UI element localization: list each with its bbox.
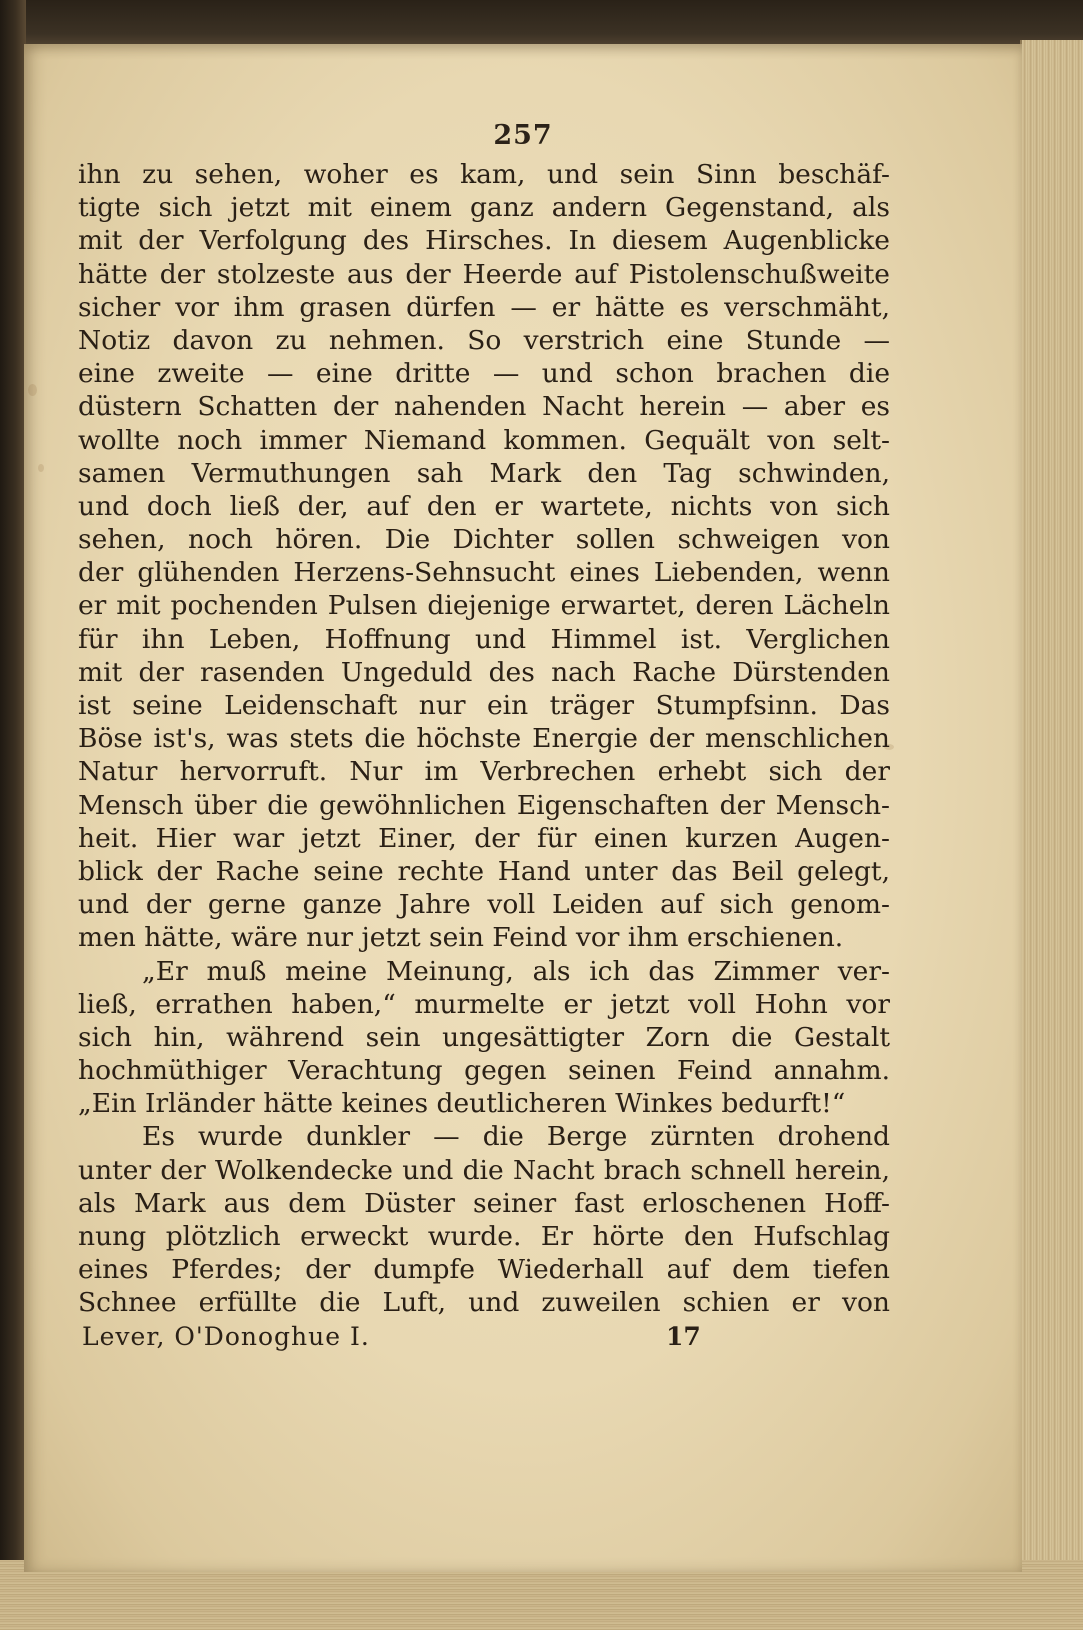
book-binding — [0, 0, 26, 1630]
book-cover-top — [0, 0, 1083, 48]
text-line: eine zweite — eine dritte — und schon brachen die — [78, 358, 890, 390]
text-line: mit der rasenden Ungeduld des nach Rache Dürstenden — [78, 656, 890, 688]
foxing-spot — [38, 464, 44, 472]
text-line: ihn zu sehen, woher es kam, und sein Sinn beschäf- — [78, 159, 890, 190]
text-line: tigte sich jetzt mit einem ganz andern Gegenstand, als — [78, 192, 890, 224]
text-line: samen Vermuthungen sah Mark den Tag schwinden, — [78, 457, 890, 489]
text-line: men hätte, wäre nur jetzt sein Feind vor ihm erschienen. — [78, 922, 844, 954]
text-line: für ihn Leben, Hoffnung und Himmel ist. Verglichen — [78, 623, 890, 655]
text-line: heit. Hier war jetzt Einer, der für einen kurzen Augen- — [78, 822, 890, 854]
page-edges-right — [1020, 40, 1083, 1630]
text-line: sehen, noch hören. Die Dichter sollen schweigen von — [78, 524, 890, 556]
text-line: „Ein Irländer hätte keines deutlicheren Winkes bedurft!“ — [78, 1088, 846, 1120]
text-line: düstern Schatten der nahenden Nacht herein — aber es — [78, 391, 890, 423]
text-line: und der gerne ganze Jahre voll Leiden auf sich genom- — [78, 889, 890, 921]
text-line: sicher vor ihm grasen dürfen — er hätte es verschmäht, — [78, 291, 890, 323]
text-line: er mit pochenden Pulsen diejenige erwartet, deren Lächeln — [78, 590, 890, 622]
text-line: „Er muß meine Meinung, als ich das Zimmer ver- — [142, 955, 890, 987]
text-line: Schnee erfüllte die Luft, und zuweilen schien er von — [78, 1287, 890, 1319]
text-line: blick der Rache seine rechte Hand unter das Beil gelegt, — [78, 855, 890, 887]
text-line: der glühenden Herzens-Sehnsucht eines Liebenden, wenn — [78, 557, 890, 589]
text-line: sich hin, während sein ungesättigter Zorn die Gestalt — [78, 1021, 890, 1053]
text-line: nung plötzlich erweckt wurde. Er hörte den Hufschlag — [78, 1221, 890, 1252]
text-line: unter der Wolkendecke und die Nacht brach schnell herein, — [78, 1154, 890, 1186]
foxing-spot — [28, 384, 37, 396]
text-line: Es wurde dunkler — die Berge zürnten drohend — [142, 1121, 890, 1153]
text-line: eines Pferdes; der dumpfe Wiederhall auf dem tiefen — [78, 1254, 890, 1286]
text-line: Notiz davon zu nehmen. So verstrich eine Stunde — — [78, 324, 890, 356]
text-line: hochmüthiger Verachtung gegen seinen Feind annahm. — [78, 1055, 890, 1087]
text-line: Böse ist's, was stets die höchste Energie der menschlichen — [78, 723, 890, 755]
book-page — [24, 44, 1022, 1572]
text-line: ließ, errathen haben,“ murmelte er jetzt voll Hohn vor — [78, 988, 890, 1020]
body-text — [78, 158, 890, 1320]
text-line: Natur hervorruft. Nur im Verbrechen erhebt sich der — [78, 756, 890, 788]
text-line: ist seine Leidenschaft nur ein träger Stumpfsinn. Das — [78, 690, 890, 721]
text-line: und doch ließ der, auf den er wartete, nichts von sich — [78, 490, 890, 522]
text-line: hätte der stolzeste aus der Heerde auf Pistolenschußweite — [78, 258, 890, 290]
footer-sheet-number: 17 — [666, 1322, 701, 1351]
footer-signature: Lever, O'Donoghue I. — [82, 1322, 370, 1351]
text-line: wollte noch immer Niemand kommen. Gequält von selt- — [78, 424, 890, 456]
page-footer — [82, 1320, 722, 1354]
text-line: mit der Verfolgung des Hirsches. In diesem Augenblicke — [78, 225, 890, 257]
text-line: Mensch über die gewöhnlichen Eigenschaften der Mensch- — [78, 789, 890, 821]
text-line: als Mark aus dem Düster seiner fast erloschenen Hoff- — [78, 1187, 890, 1219]
page-number: 257 — [493, 120, 553, 151]
